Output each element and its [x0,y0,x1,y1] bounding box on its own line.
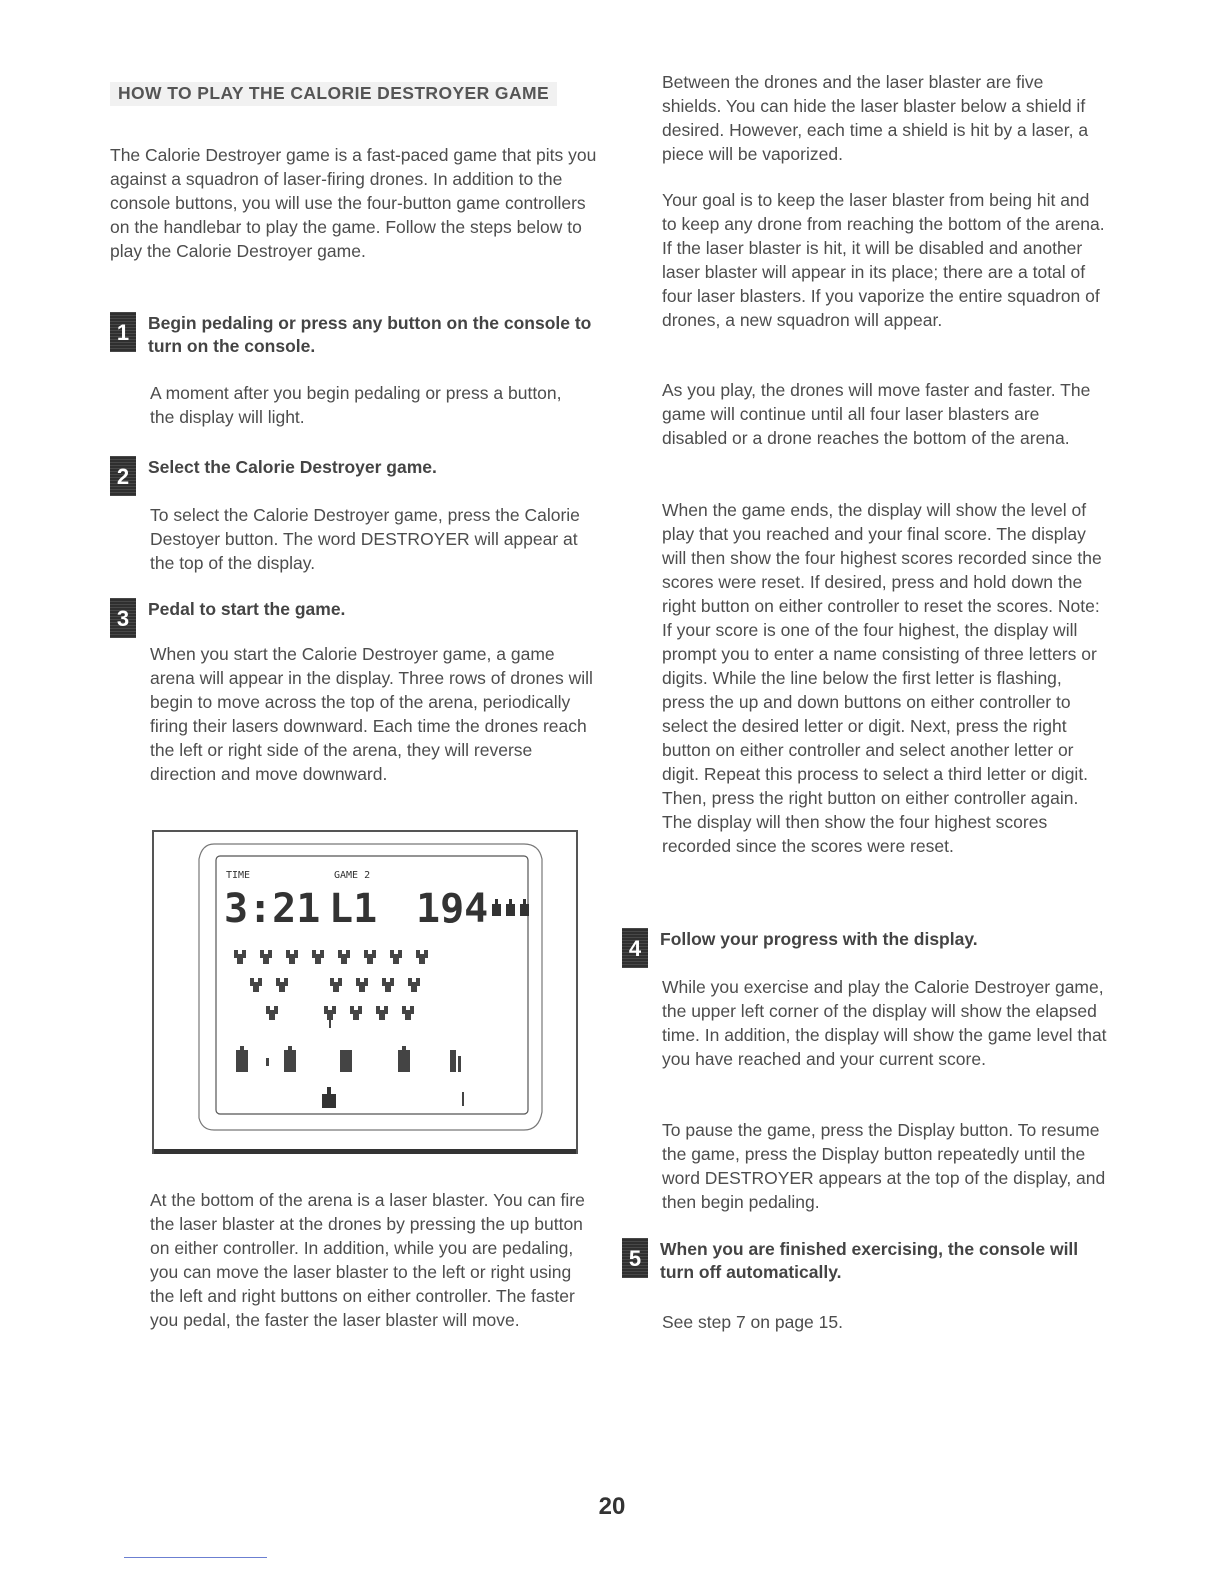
drone [312,950,324,964]
drone [408,978,420,992]
step-2-text: Select the Calorie Destroyer game. [148,457,437,477]
drone [376,1006,388,1020]
step-3-heading [110,598,600,638]
drone [356,978,368,992]
speed-paragraph: As you play, the drones will move faster and faster. The game will continue until all four laser blasters are disabled or a drone reaches the bottom of the arena. [662,380,1091,448]
game-ends-paragraph: When the game ends, the display will show the level of play that you reached and your final score. The display will then show the four highest scores recorded since the scores were reset. If desired, press and hold down the right button on either controller to reset the scores. Note: If your score is one of the four highest, the display will prompt you to enter a name consisting of three letters or digits. While the line below the first letter is flashing, press the up and down buttons on either controller to select the desired letter or digit. Next, press the right button on either controller and select another letter or digit. Repeat this process to select a third letter or digit. Then, press the right button on either controller again. The display will then show the four highest scores recorded since the scores were reset. [662,500,1102,856]
step-3-paragraph: When you start the Calorie Destroyer game, a game arena will appear in the display. Three rows of drones will begin to move across the top of the arena, periodically firing their lasers downward. Each time the drones reach the left or right side of the arena, they will reverse direction and move downward. [150,644,593,784]
step-1-number: 1 [110,312,136,352]
step-5-heading [622,1238,1112,1284]
level-value: L1 [329,886,378,932]
drone-squadron [234,950,428,1020]
laser-blaster [322,1087,336,1108]
score-value: 194 [416,886,489,932]
drone [234,950,246,964]
drone [276,978,288,992]
step-3-number: 3 [110,598,136,638]
step-5-text: When you are finished exercising, the console will turn off automatically. [660,1239,1079,1282]
shields-paragraph: Between the drones and the laser blaster are five shields. You can hide the laser blaster below a shield if desired. However, each time a shield is hit by a laser, a piece will be vaporized. [662,72,1089,164]
shields [236,1046,461,1072]
intro-paragraph: The Calorie Destroyer game is a fast-paced game that pits you against a squadron of laser-firing drones. In addition to the console buttons, you will use the four-button game controllers on the handlebar to play the game. Follow the steps below to play the Calorie Destroyer game. [110,145,597,261]
drone [364,950,376,964]
step-2-heading [110,456,600,496]
pause-paragraph: To pause the game, press the Display button. To resume the game, press the Display button repeatedly until the word DESTROYER appears at the top of the display, and then begin pedaling. [662,1120,1106,1212]
drone [382,978,394,992]
step-4-heading [622,928,1112,968]
time-value: 3:21 [224,886,321,932]
step-4-paragraph: While you exercise and play the Calorie Destroyer game, the upper left corner of the display will show the elapsed time. In addition, the display will show the game level that you have reached and your current score. [662,977,1107,1069]
step-2-paragraph: To select the Calorie Destroyer game, press the Calorie Destoyer button. The word DESTROYER will appear at the top of the display. [150,505,580,573]
lives-icons [492,899,529,916]
footer-rule [124,1557,267,1558]
step-1-text: Begin pedaling or press any button on the console to turn on the console. [148,313,592,356]
step-2-number: 2 [110,456,136,496]
goal-paragraph: Your goal is to keep the laser blaster from being hit and to keep any drone from reaching the bottom of the arena. If the laser blaster is hit, it will be disabled and another laser blaster will appear in its place; there are a total of four laser blasters. If you vaporize the entire squadron of drones, a new squadron will appear. [662,190,1105,330]
drone [416,950,428,964]
step-1-heading [110,312,600,358]
step-1-paragraph: A moment after you begin pedaling or press a button, the display will light. [150,383,562,427]
step-5-number: 5 [622,1238,648,1278]
laser-paragraph: At the bottom of the arena is a laser blaster. You can fire the laser blaster at the drones by pressing the up button on either controller. In addition, while you are pedaling, you can move the laser blaster to the left or right using the left and right buttons on either controller. The faster you pedal, the faster the laser blaster will move. [150,1190,585,1330]
drone [330,978,342,992]
step-4-text: Follow your progress with the display. [660,929,978,949]
step-5-paragraph: See step 7 on page 15. [662,1312,843,1332]
game-display-illustration [154,832,576,1152]
figure-bottom-bar [154,1149,576,1154]
drone [250,978,262,992]
drone [390,950,402,964]
drone [350,1006,362,1020]
step-3-text: Pedal to start the game. [148,599,346,619]
drone [338,950,350,964]
game-label: GAME 2 [334,870,371,881]
drone [286,950,298,964]
section-title: HOW TO PLAY THE CALORIE DESTROYER GAME [110,82,557,106]
display-figure [152,830,578,1154]
drone [260,950,272,964]
page-number: 20 [598,1493,626,1520]
drone [402,1006,414,1020]
step-4-number: 4 [622,928,648,968]
drone [266,1006,278,1020]
time-label: TIME [226,870,251,881]
